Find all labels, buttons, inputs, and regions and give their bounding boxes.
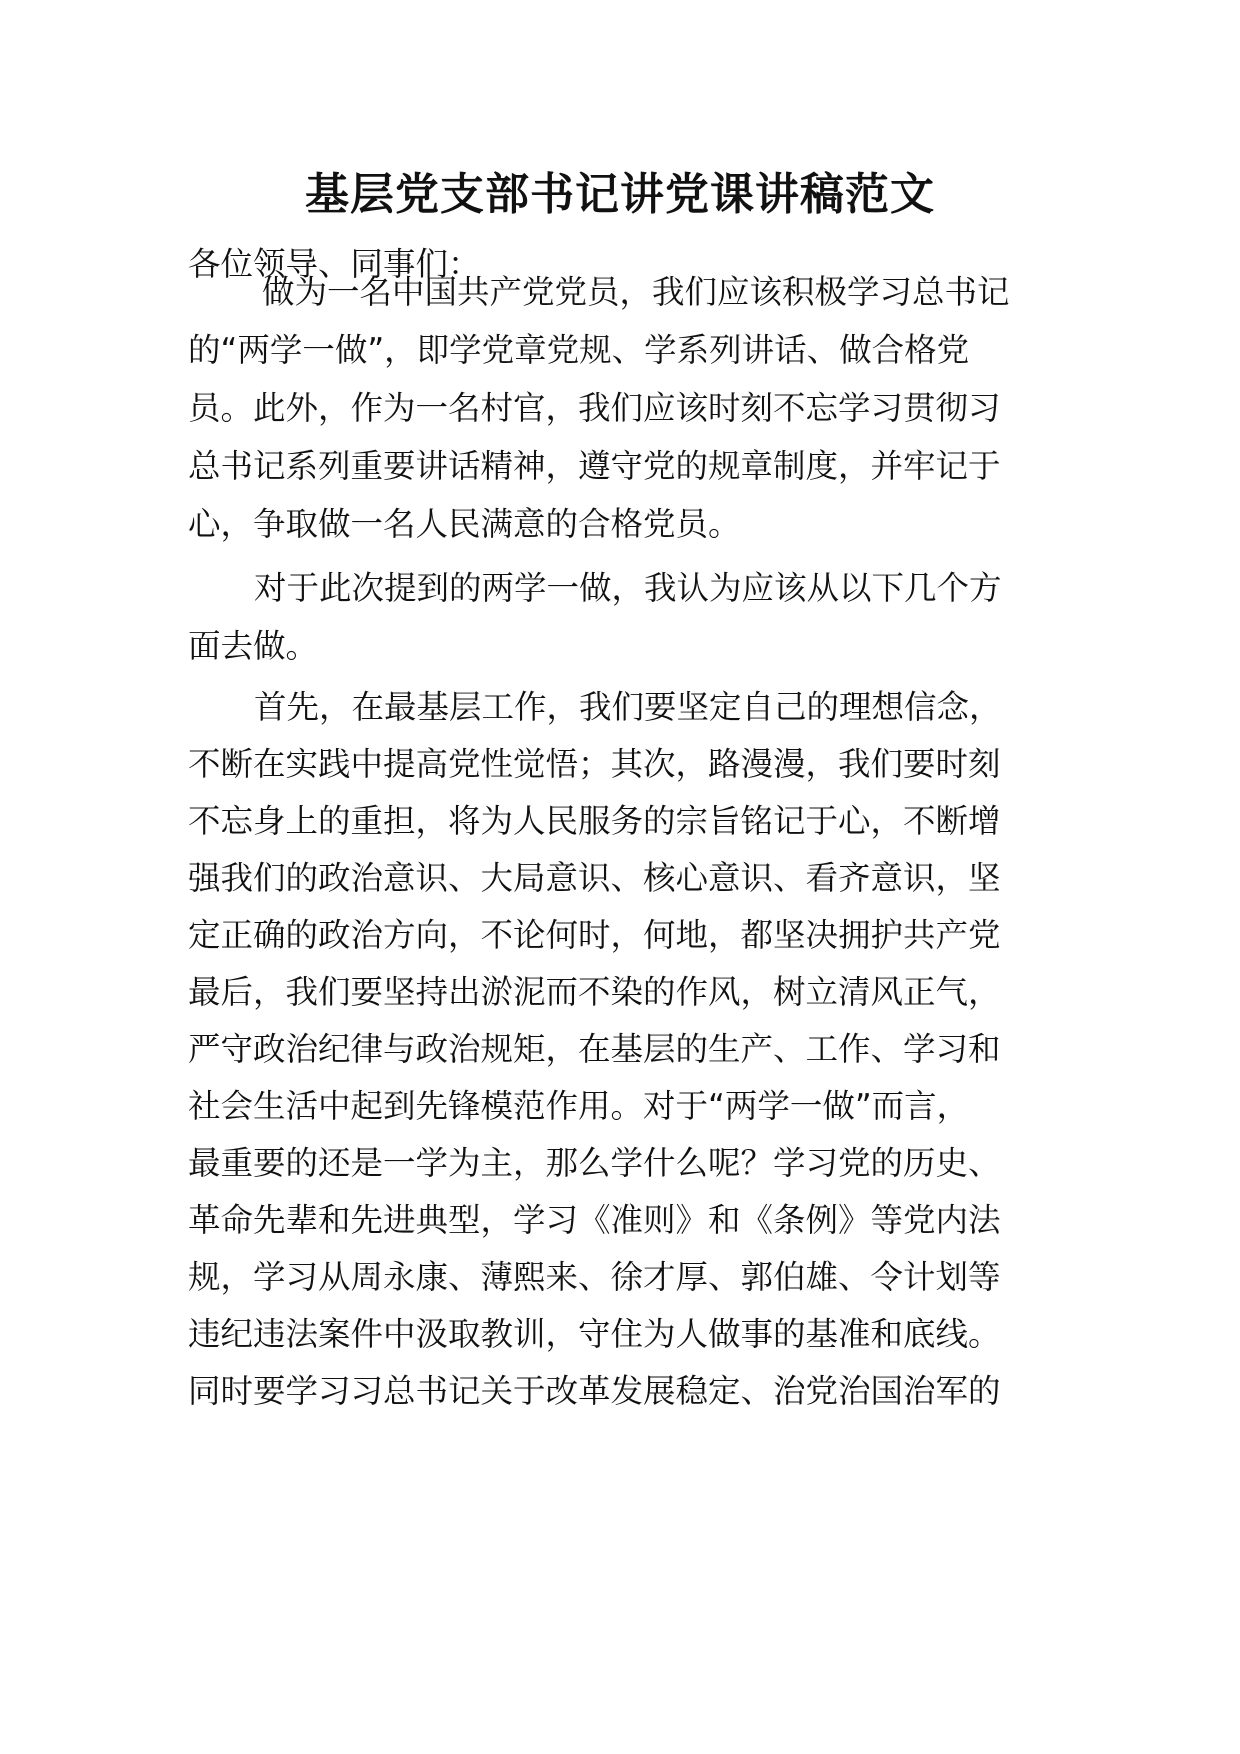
paragraph-line: 心，争取做一名人民满意的合格党员。	[188, 505, 741, 543]
paragraph-line: 不断在实践中提高党性觉悟；其次，路漫漫，我们要时刻	[188, 745, 1001, 783]
paragraph-line: 的“两学一做”，即学党章党规、学系列讲话、做合格党	[188, 331, 970, 369]
paragraph-line: 总书记系列重要讲话精神，遵守党的规章制度，并牢记于	[188, 447, 1001, 485]
paragraph-line: 同时要学习习总书记关于改革发展稳定、治党治国治军的	[188, 1372, 1001, 1410]
paragraph-line: 定正确的政治方向，不论何时，何地，都坚决拥护共产党	[188, 916, 1001, 954]
paragraph-line: 强我们的政治意识、大局意识、核心意识、看齐意识，坚	[188, 859, 1001, 897]
paragraph-line: 违纪违法案件中汲取教训，守住为人做事的基准和底线。	[188, 1315, 1001, 1353]
paragraph-line: 首先，在最基层工作，我们要坚定自己的理想信念，	[254, 688, 1002, 726]
paragraph-line: 员。此外，作为一名村官，我们应该时刻不忘学习贯彻习	[188, 389, 1001, 427]
paragraph-line: 严守政治纪律与政治规矩，在基层的生产、工作、学习和	[188, 1030, 1001, 1068]
paragraph-line: 对于此次提到的两学一做，我认为应该从以下几个方	[254, 569, 1002, 607]
paragraph-line: 社会生活中起到先锋模范作用。对于“两学一做”而言，	[188, 1087, 970, 1125]
document-title: 基层党支部书记讲党课讲稿范文	[305, 169, 935, 220]
paragraph-line: 规，学习从周永康、薄熙来、徐才厚、郭伯雄、令计划等	[188, 1258, 1001, 1296]
paragraph-line: 面去做。	[188, 627, 319, 665]
paragraph-line: 不忘身上的重担，将为人民服务的宗旨铭记于心，不断增	[188, 802, 1001, 840]
paragraph-line: 最后，我们要坚持出淤泥而不染的作风，树立清风正气，	[188, 973, 1001, 1011]
paragraph-line: 最重要的还是一学为主，那么学什么呢？学习党的历史、	[188, 1144, 1001, 1182]
paragraph-line: 革命先辈和先进典型，学习《准则》和《条例》等党内法	[188, 1201, 1001, 1239]
salutation-line: 各位领导、同事们：	[188, 245, 481, 283]
paragraph-line: 做为一名中国共产党党员，我们应该积极学习总书记	[262, 273, 1010, 311]
